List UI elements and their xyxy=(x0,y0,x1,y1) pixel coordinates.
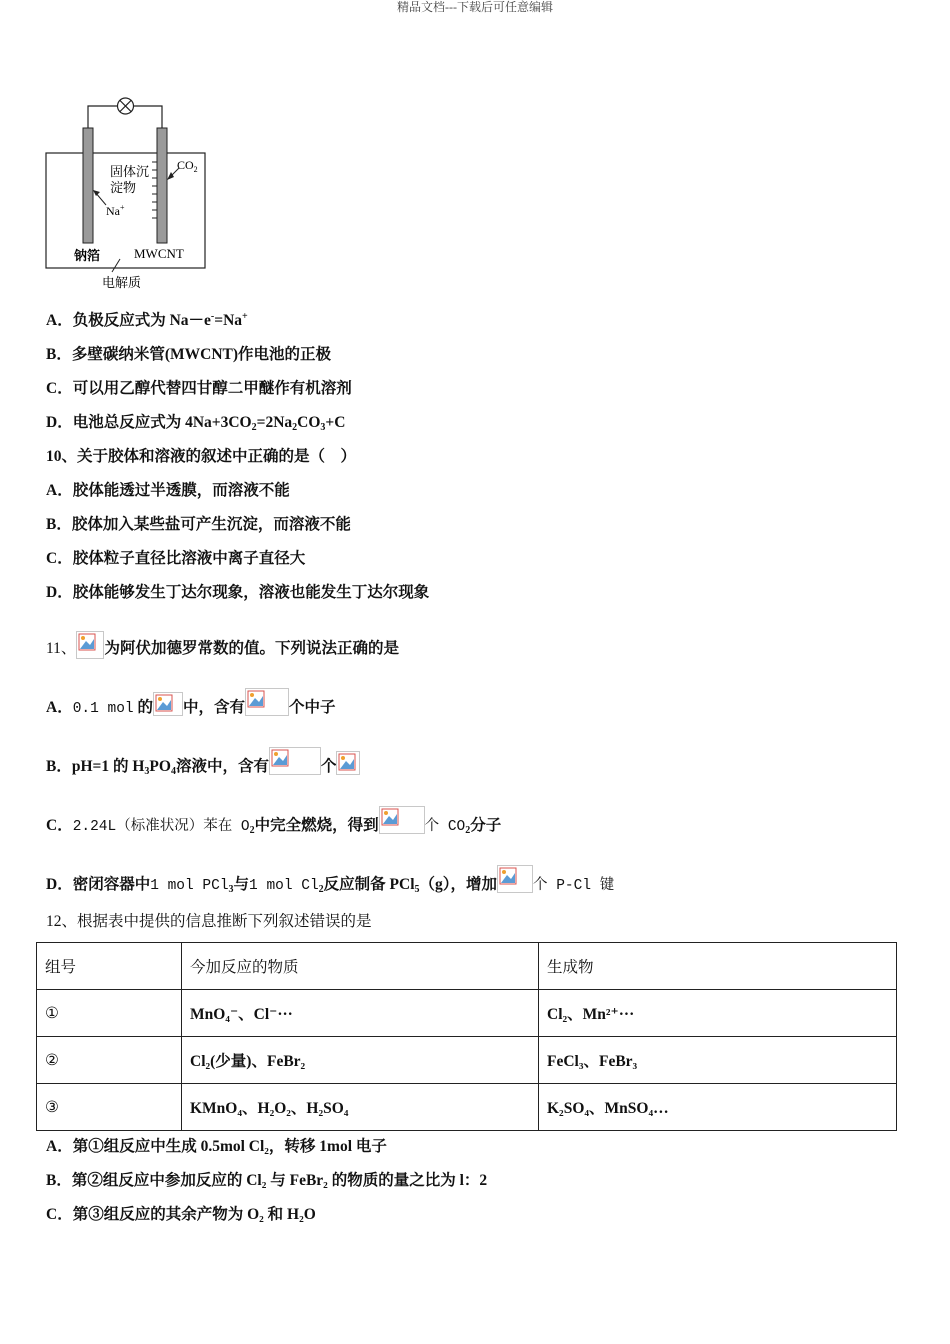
table-header-cell: 组号 xyxy=(37,943,182,990)
mwcnt-label: MWCNT xyxy=(134,246,184,261)
q10-stem: 10、关于胶体和溶液的叙述中正确的是（ ） xyxy=(46,448,357,465)
q10-option-c: C．胶体粒子直径比溶液中离子直径大 xyxy=(46,550,306,567)
q12-option-a: A．第①组反应中生成 0.5mol Cl₂，转移 1mol 电子 xyxy=(46,1138,387,1155)
q9-option-d: D．电池总反应式为 $4Na+3CO_2=2Na_2CO_3+C$ xyxy=(46,414,346,433)
table-header-cell: 今加反应的物质 xyxy=(182,943,539,990)
q12-stem: 12、根据表中提供的信息推断下列叙述错误的是 xyxy=(46,913,372,930)
q9-option-a: A．负极反应式为 Na－e-=Na+ xyxy=(46,311,248,329)
solid-deposit-ticks xyxy=(152,162,157,218)
table-cell-group: ③ xyxy=(37,1084,182,1131)
sodium-foil-label: 钠箔 xyxy=(74,248,101,263)
q12-option-c: C．第③组反应的其余产物为 O₂ 和 H₂O xyxy=(46,1206,316,1223)
broken-image-icon xyxy=(379,806,425,834)
broken-image-icon xyxy=(336,751,360,775)
battery-diagram xyxy=(40,92,220,297)
table-row xyxy=(37,1037,897,1084)
sodium-foil-electrode xyxy=(83,128,93,243)
q9-option-b: B．多壁碳纳米管(MWCNT)作电池的正极 xyxy=(46,346,332,363)
table-cell-group: ① xyxy=(37,990,182,1037)
table-cell-reactants: Cl₂(少量)、FeBr₂ xyxy=(182,1037,539,1084)
q12-option-b: B．第②组反应中参加反应的 Cl₂ 与 FeBr₂ 的物质的量之比为 l：2 xyxy=(46,1172,488,1189)
broken-image-icon xyxy=(76,631,104,659)
table-cell-products: FeCl₃、FeBr₃ xyxy=(539,1037,897,1084)
electrolyte-pointer xyxy=(112,259,120,272)
q10-option-a: A．胶体能透过半透膜，而溶液不能 xyxy=(46,482,290,499)
broken-image-icon xyxy=(269,747,321,775)
table-cell-group: ② xyxy=(37,1037,182,1084)
table-cell-reactants: MnO₄⁻、Cl⁻··· xyxy=(182,990,539,1037)
battery-diagram-svg xyxy=(40,92,220,297)
table-header-cell: 生成物 xyxy=(539,943,897,990)
q10-option-b: B．胶体加入某些盐可产生沉淀，而溶液不能 xyxy=(46,516,351,533)
page-header: 精品文档---下载后可任意编辑 xyxy=(397,0,553,14)
electrolyte-label: 电解质 xyxy=(102,275,142,290)
broken-image-icon xyxy=(245,688,289,716)
lamp-icon xyxy=(118,98,134,114)
broken-image-icon xyxy=(497,865,533,893)
table-row xyxy=(37,990,897,1037)
wire-left xyxy=(88,106,117,128)
broken-image-icon xyxy=(153,692,183,716)
q11-option-b: B．pH=1 的 $H_3PO_4$溶液中，含有 个 xyxy=(46,747,906,777)
reaction-info-table xyxy=(36,942,897,1131)
co2-label: $CO_2$ xyxy=(177,158,198,174)
table-cell-reactants: KMnO₄、H₂O₂、H₂SO₄ xyxy=(182,1084,539,1131)
table-cell-products: K₂SO₄、MnSO₄… xyxy=(539,1084,897,1131)
q11-option-c: C．2.24L（标准状况）苯在 $O_2$中完全燃烧，得到 个 $CO_2$分子 xyxy=(46,806,906,837)
q11-stem: 11、 为阿伏加德罗常数的值。下列说法正确的是 xyxy=(46,631,906,659)
q11-option-d: D．密闭容器中1 mol PCl$_3$与1 mol $Cl_2$反应制备 PCl$_5$（g），增加 个 P-Cl 键 xyxy=(46,865,906,896)
table-header-row xyxy=(37,943,897,990)
wire-right xyxy=(134,106,162,128)
table-cell-products: Cl₂、Mn²⁺··· xyxy=(539,990,897,1037)
solid-label-1: 固体沉 xyxy=(110,164,150,179)
mwcnt-electrode xyxy=(157,128,167,243)
table-row xyxy=(37,1084,897,1131)
q10-option-d: D．胶体能够发生丁达尔现象，溶液也能发生丁达尔现象 xyxy=(46,584,430,601)
solid-label-2: 淀物 xyxy=(110,180,137,195)
q9-option-c: C．可以用乙醇代替四甘醇二甲醚作有机溶剂 xyxy=(46,380,352,397)
na-label: Na+ xyxy=(106,203,125,218)
q11-option-a: A．0.1 mol 的 中，含有 个中子 xyxy=(46,688,906,719)
